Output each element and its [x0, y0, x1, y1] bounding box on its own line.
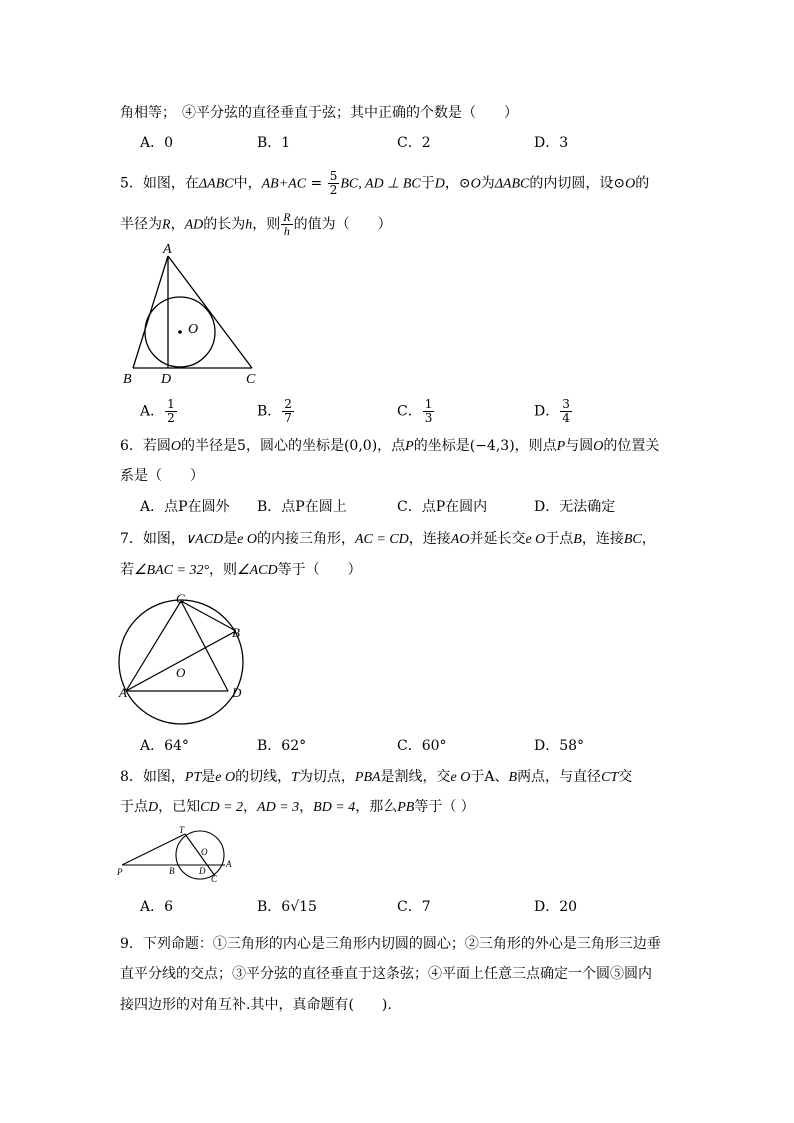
q7-options — [140, 735, 700, 757]
q5-option-b[interactable]: B． $\frac{2}{7}$ — [257, 397, 292, 425]
q8-stem-line1: 8．如图，PT是e O的切线，T为切点，PBA是割线，交e O于A、B两点，与直径CT交 — [120, 769, 633, 785]
q5-option-c[interactable]: C． $\frac{1}{3}$ — [397, 397, 433, 425]
q5-stem-line1: 5．如图，在ΔABC中，AB+AC = $\frac{5}{2}$ BC, AD ⊥ BC于D，⊙O为ΔABC的内切圆，设⊙O的 — [120, 169, 650, 197]
q5-options — [140, 398, 700, 424]
q7-stem-line1: 7．如图，∨ACD是e O的内接三角形，AC = CD，连接AO并延长交e O于点B，连接BC， — [120, 531, 656, 547]
q5-fraction: $\frac{5}{2}$ — [329, 169, 338, 197]
q9-stem-line3: 接四边形的对角互补.其中，真命题有( ). — [120, 997, 392, 1013]
label-d: D — [161, 372, 172, 387]
q8-option-a[interactable]: A．6 — [140, 899, 174, 915]
label-c: C — [211, 874, 218, 882]
seg-ac — [126, 601, 181, 691]
q8-option-d[interactable]: D．20 — [534, 899, 578, 915]
q4-options — [140, 132, 700, 154]
label-a: A — [163, 242, 172, 257]
label-p: P — [117, 867, 123, 877]
label-o: O — [176, 665, 186, 680]
label-t: T — [179, 825, 185, 835]
label-c: C — [176, 591, 185, 606]
label-c: C — [246, 372, 256, 387]
tangent-pt — [122, 834, 185, 865]
q5-option-d[interactable]: D． $\frac{3}{4}$ — [534, 397, 570, 425]
q4-option-a[interactable]: A．0 — [140, 135, 174, 151]
q7-stem-line2: 若∠BAC = 32°，则∠ACD等于（ ） — [120, 562, 362, 578]
q8-option-c[interactable]: C．7 — [397, 899, 431, 915]
q7-option-d[interactable]: D．58° — [534, 738, 585, 754]
q7-option-b[interactable]: B．62° — [257, 738, 307, 754]
q6-option-b[interactable]: B．点P在圆上 — [257, 499, 347, 515]
q8-figure — [115, 822, 245, 882]
q5-stem-line2: 半径为R，AD的长为h，则 $\frac{R}{h}$ 的值为（ ） — [120, 210, 392, 238]
q4-option-b[interactable]: B．1 — [257, 135, 291, 151]
center-dot — [178, 330, 182, 334]
q5-option-a[interactable]: A． $\frac{1}{2}$ — [140, 397, 175, 425]
q9-stem-line1: 9．下列命题：①三角形的内心是三角形内切圆的圆心；②三角形的外心是三角形三边垂 — [120, 936, 661, 952]
q8-options — [140, 896, 700, 918]
q6-option-a[interactable]: A．点P在圆外 — [140, 499, 230, 515]
q4-option-d[interactable]: D．3 — [534, 135, 569, 151]
q6-option-c[interactable]: C．点P在圆内 — [397, 499, 488, 515]
q8-option-b[interactable]: B．6√15 — [257, 899, 317, 915]
label-o: O — [201, 847, 208, 857]
q7-figure — [115, 590, 255, 730]
label-a: A — [119, 685, 127, 700]
seg-ab — [126, 631, 236, 691]
q5-r-over-h: $\frac{R}{h}$ — [283, 210, 291, 238]
label-b: B — [123, 372, 132, 387]
label-o: O — [188, 322, 199, 337]
label-b: B — [232, 625, 240, 640]
label-a: A — [226, 859, 232, 869]
q4-option-c[interactable]: C．2 — [397, 135, 431, 151]
q4-tail-line: 角相等； ④平分弦的直径垂直于弦；其中正确的个数是（ ） — [120, 105, 518, 121]
q6-options — [140, 496, 700, 518]
q5-figure — [115, 240, 275, 390]
q9-stem-line2: 直平分线的交点；③平分弦的直径垂直于这条弦；④平面上任意三点确定一个圆⑤圆内 — [120, 966, 652, 982]
q8-stem-line2: 于点D，已知CD = 2，AD = 3，BD = 4，那么PB等于（ ） — [120, 799, 475, 815]
label-b: B — [169, 866, 175, 876]
q7-option-a[interactable]: A．64° — [140, 738, 189, 754]
label-d: D — [199, 866, 206, 876]
q6-stem-line2: 系是（ ） — [120, 468, 204, 484]
circle-o — [119, 600, 243, 724]
label-d: D — [232, 685, 242, 700]
q6-option-d[interactable]: D．无法确定 — [534, 499, 616, 515]
q7-option-c[interactable]: C．60° — [397, 738, 447, 754]
q6-stem-line1: 6．若圆O的半径是5，圆心的坐标是(0,0)，点P的坐标是(−4,3)，则点P与圆O的位置关 — [120, 438, 660, 454]
